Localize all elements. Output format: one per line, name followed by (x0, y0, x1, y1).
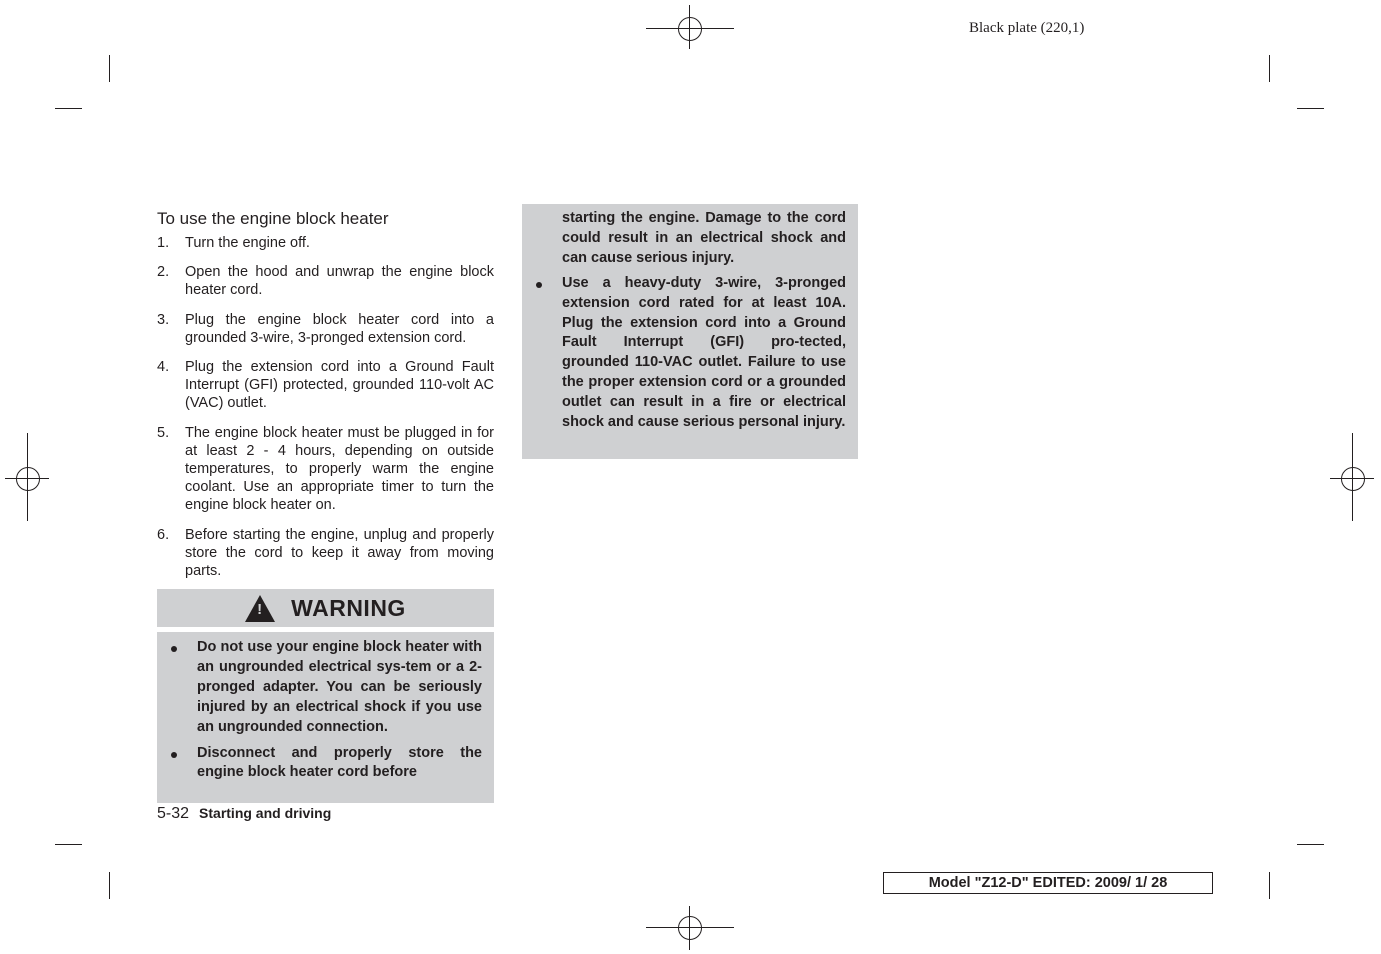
bullet-icon (171, 646, 177, 652)
crop-mark (55, 844, 82, 845)
page-number: 5-32 (157, 805, 190, 822)
crop-mark (109, 872, 110, 899)
crop-mark (1269, 55, 1270, 82)
section-heading: To use the engine block heater (157, 209, 389, 228)
plate-label: Black plate (220,1) (969, 20, 1085, 36)
page-footer (157, 805, 331, 823)
list-item: 5. The engine block heater must be plugged in for at least 2 - 4 hours, depending on outside temperatures, to properly warm the engine coolant. Use an appropriate timer to turn the engine block heater on. (157, 424, 494, 514)
crop-mark (1297, 108, 1324, 109)
section-title: Starting and driving (199, 805, 332, 821)
warning-body-right (522, 204, 858, 459)
list-item: 6. Before starting the engine, unplug and properly store the cord to keep it away from moving parts. (157, 526, 494, 580)
list-item: 4. Plug the extension cord into a Ground Fault Interrupt (GFI) protected, grounded 110-volt AC (VAC) outlet. (157, 359, 494, 412)
list-item: 3. Plug the engine block heater cord into a grounded 3-wire, 3-pronged extension cord. (157, 311, 494, 346)
warning-bullet: Use a heavy-duty 3-wire, 3-pronged extension cord rated for at least 10A. Plug the extension cord into a Ground Fault Interrupt (GFI) pro-tected, grounded 110-VAC outlet. Failure to use the proper extension cord or a grounded outlet can result in a fire or electrical shock and cause serious personal injury. (522, 274, 846, 433)
bullet-icon (171, 752, 177, 758)
crop-mark (55, 108, 82, 109)
warning-body-left (157, 632, 494, 803)
crop-mark (1269, 872, 1270, 899)
bullet-icon (536, 282, 542, 288)
left-column (157, 209, 494, 591)
steps-list (157, 234, 494, 580)
list-item: 2. Open the hood and unwrap the engine block heater cord. (157, 264, 494, 299)
warning-header (157, 589, 494, 627)
crop-mark (109, 55, 110, 82)
list-item: 1. Turn the engine off. (157, 235, 310, 251)
warning-bullet: Disconnect and properly store the engine block heater cord before (157, 744, 482, 784)
model-edit-box: Model "Z12-D" EDITED: 2009/ 1/ 28 (883, 872, 1213, 894)
warning-continuation: starting the engine. Damage to the cord could result in an electrical shock and can cause serious injury. (562, 210, 846, 266)
warning-bullet: Do not use your engine block heater with an ungrounded electrical sys-tem or a 2-pronged adapter. You can be seriously injured by an electrical shock if you use an ungrounded connection. (157, 638, 482, 738)
warning-title: WARNING (291, 594, 406, 621)
crop-mark (1297, 844, 1324, 845)
warning-triangle-icon (245, 595, 275, 622)
